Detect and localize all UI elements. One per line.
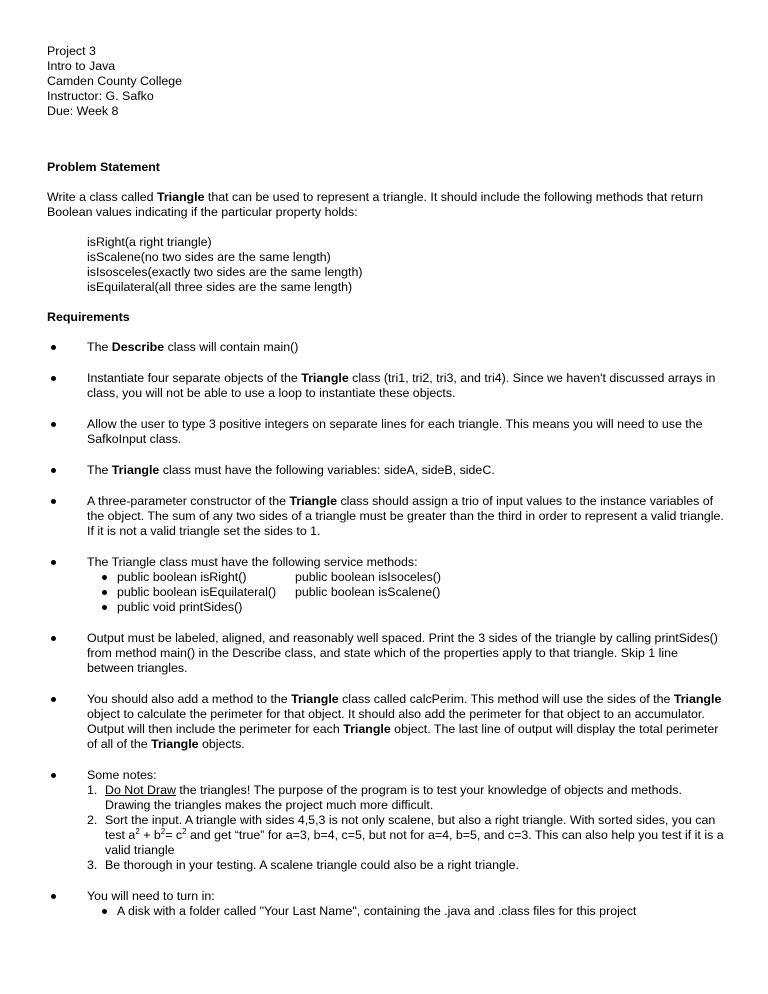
problem-paragraph: [47, 190, 727, 220]
note-3: [87, 858, 727, 873]
service-row-3: [97, 600, 727, 615]
req-text: class will contain main(): [164, 340, 299, 354]
note-text: + b: [139, 828, 161, 842]
header-course: Intro to Java: [47, 59, 116, 73]
note-number: 2.: [87, 813, 98, 827]
method-list: [87, 235, 727, 295]
header-block: [47, 44, 727, 119]
note-text: Sort the input. A triangle with sides 4,5,3 is not only scalene, but also a right triangle. With sorted sides, you can test a: [105, 813, 716, 842]
requirements-list: [47, 340, 727, 919]
method-isscalene-sig: public boolean isScalene(): [295, 585, 441, 599]
req-calcperim: [47, 692, 727, 752]
service-row-2: [97, 585, 727, 600]
req-constructor: [47, 494, 727, 539]
method-isequilateral: isEquilateral(all three sides are the same length): [87, 280, 353, 294]
turn-in-list: [97, 904, 727, 919]
method-isscalene: isScalene(no two sides are the same length): [87, 250, 331, 264]
note-text: = c: [165, 828, 183, 842]
req-bold: Triangle: [111, 463, 160, 477]
header-due: Due: Week 8: [47, 104, 119, 118]
header-college: Camden County College: [47, 74, 182, 88]
req-output: [47, 631, 727, 676]
req-instantiate: [47, 371, 727, 401]
req-text: object. The last line of output will display the total perimeter of all of the: [87, 722, 719, 751]
note-number: 1.: [87, 783, 98, 797]
method-isright-sig: public boolean isRight(): [117, 570, 247, 584]
req-service-methods: [47, 555, 727, 615]
req-text: Output must be labeled, aligned, and reasonably well spaced. Print the 3 sides of the triangle by calling printSides() from method main() in the Describe class, and state which of the properties apply to that triangle. Skip 1 line between triangles.: [87, 631, 718, 675]
problem-text-c: that can be used to represent a triangle. It should include the following methods that return Boolean values indicating if the particular property holds:: [47, 190, 704, 219]
req-bold: Triangle: [291, 692, 339, 706]
note-text: Be thorough in your testing. A scalene triangle could also be a right triangle.: [105, 858, 519, 872]
req-text: class called calcPerim. This method will use the sides of the: [338, 692, 674, 706]
req-turn-in: [47, 889, 727, 919]
req-bold: Triangle: [673, 692, 722, 706]
req-text: class must have the following variables: sideA, sideB, sideC.: [159, 463, 495, 477]
note-underline: Do Not Draw: [105, 783, 176, 797]
req-input: [47, 417, 727, 447]
req-text: Allow the user to type 3 positive integers on separate lines for each triangle. This means you will need to use the SafkoInput class.: [87, 417, 703, 446]
req-text: Some notes:: [87, 768, 157, 782]
note-1: [87, 783, 727, 813]
problem-text-a: Write a class called: [47, 190, 157, 204]
note-number: 3.: [87, 858, 98, 872]
req-text: class should assign a trio of input values to the instance variables of the object. The sum of any two sides of a triangle must be greater than the third in order to represent a valid triangle. If it is not a valid triangle set the sides to 1.: [87, 494, 724, 538]
req-text: The: [87, 340, 112, 354]
notes-list: [87, 783, 727, 873]
req-text: object to calculate the perimeter for that object. It should also add the perimeter for that object to an accumulator. Output will then include the perimeter for each: [87, 707, 705, 736]
note-2: [87, 813, 727, 858]
turn-in-disk: A disk with a folder called "Your Last Name", containing the .java and .class files for this project: [97, 904, 727, 919]
problem-title: Problem Statement: [47, 160, 160, 174]
header-instructor: Instructor: G. Safko: [47, 89, 154, 103]
method-isisoceles-sig: public boolean isIsoceles(): [295, 570, 442, 584]
header-project: Project 3: [47, 44, 96, 58]
req-text: The Triangle class must have the following service methods:: [87, 555, 418, 569]
method-isright: isRight(a right triangle): [87, 235, 212, 249]
req-bold: Triangle: [151, 737, 199, 751]
req-text: objects.: [198, 737, 245, 751]
note-text: the triangles! The purpose of the program is to test your knowledge of objects and methods. Drawing the triangles makes the project much more difficult.: [105, 783, 682, 812]
req-text: You will need to turn in:: [87, 889, 215, 903]
req-bold: Triangle: [301, 371, 349, 385]
req-describe: [47, 340, 727, 355]
req-bold: Triangle: [289, 494, 337, 508]
method-isequilateral-sig: public boolean isEquilateral(): [117, 585, 277, 599]
requirements-title: Requirements: [47, 310, 130, 324]
superscript: 2: [182, 827, 187, 836]
req-variables: [47, 463, 727, 478]
req-text: The: [87, 463, 112, 477]
document-page: [47, 44, 727, 919]
method-isisosceles: isIsosceles(exactly two sides are the same length): [87, 265, 363, 279]
req-text: class (tri1, tri2, tri3, and tri4). Since we haven't discussed arrays in class, you will not be able to use a loop to instantiate these objects.: [87, 371, 716, 400]
method-printsides-sig: public void printSides(): [117, 600, 243, 614]
req-text: You should also add a method to the: [87, 692, 292, 706]
req-bold: Describe: [111, 340, 165, 354]
note-text: and get “true” for a=3, b=4, c=5, but not for a=4, b=5, and c=3. This can also help you test if it is a valid triangle: [105, 828, 724, 857]
service-method-list: [97, 570, 727, 615]
problem-text-b: Triangle: [156, 190, 205, 204]
req-bold: Triangle: [343, 722, 391, 736]
service-row-1: [97, 570, 727, 585]
superscript: 2: [160, 827, 166, 836]
req-text: A three-parameter constructor of the: [87, 494, 290, 508]
superscript: 2: [135, 827, 140, 836]
req-text: Instantiate four separate objects of the: [87, 371, 302, 385]
req-notes: [47, 768, 727, 873]
